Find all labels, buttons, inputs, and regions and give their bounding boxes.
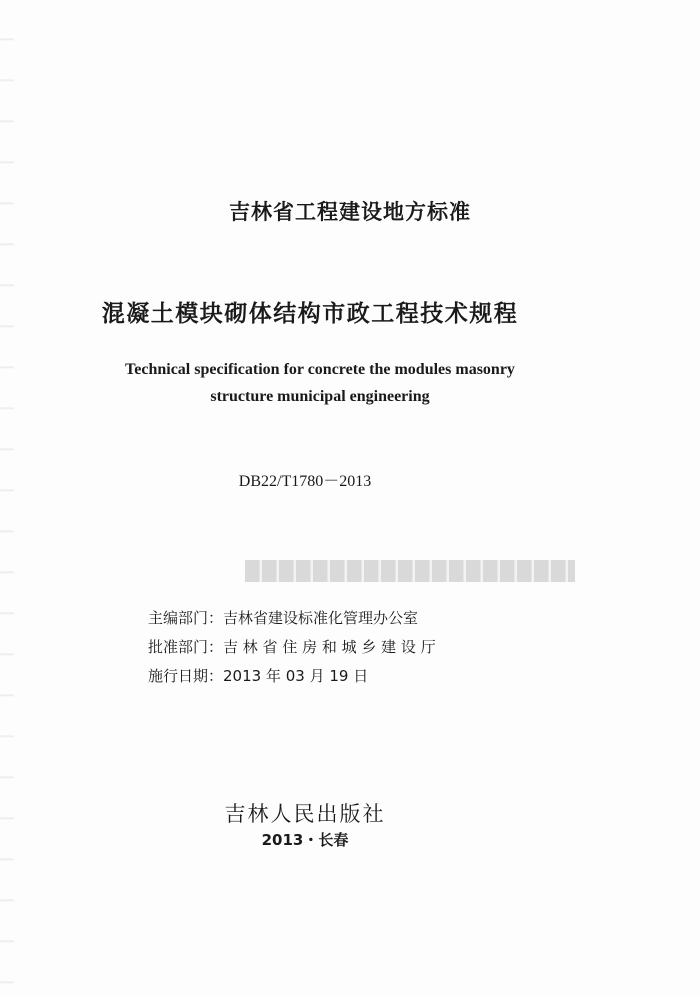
date-label: 施行日期： bbox=[148, 667, 224, 685]
editor-row bbox=[148, 604, 568, 633]
date-value: 2013 年 03 月 19 日 bbox=[223, 667, 369, 685]
approver-row bbox=[148, 633, 568, 662]
bleed-through-artifact bbox=[245, 560, 575, 582]
standard-number: DB22/T1780－2013 bbox=[238, 473, 372, 490]
english-title-line-1: Technical specification for concrete the modules masonry bbox=[125, 361, 515, 378]
approver-value: 吉 林 省 住 房 和 城 乡 建 设 厅 bbox=[223, 638, 436, 656]
chinese-title: 混凝土模块砌体结构市政工程技术规程 bbox=[101, 301, 519, 327]
series-title: 吉林省工程建设地方标准 bbox=[229, 200, 471, 224]
publisher-name: 吉林人民出版社 bbox=[224, 802, 386, 826]
approver-label: 批准部门： bbox=[148, 638, 224, 656]
english-title-line-2: structure municipal engineering bbox=[210, 388, 430, 405]
english-title bbox=[60, 356, 580, 410]
editor-label: 主编部门： bbox=[148, 609, 224, 627]
publication-place: 2013・长春 bbox=[261, 831, 349, 849]
date-row bbox=[148, 662, 568, 691]
info-block bbox=[148, 604, 568, 691]
editor-value: 吉林省建设标准化管理办公室 bbox=[223, 609, 419, 627]
